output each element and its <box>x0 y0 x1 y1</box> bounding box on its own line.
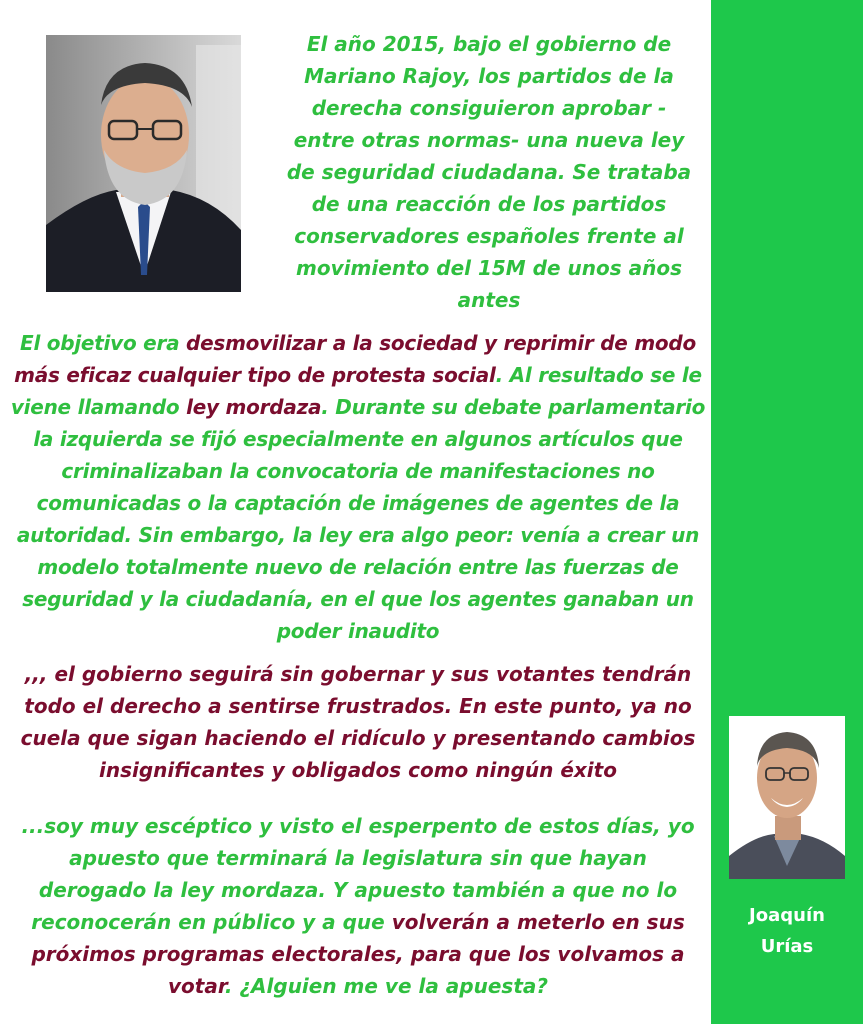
p3-text-2: . ¿Alguien me ve la apuesta? <box>224 974 548 998</box>
paragraph-apuesta <box>12 810 704 1002</box>
p3-highlight: volverán a meterlo en sus próximos programas electorales, para que los volvamos a votar <box>31 910 685 998</box>
intro-paragraph: El año 2015, bajo el gobierno de Mariano Rajoy, los partidos de la derecha consiguieron aprobar -entre otras normas- una nueva ley de seguridad ciudadana. Se trataba de una reacción de los partidos conservadores españoles frente al movimiento del 15M de unos años antes <box>286 32 692 312</box>
author-name <box>711 900 863 962</box>
p1-highlight-2: ley mordaza <box>186 395 322 419</box>
paragraph-ley-mordaza <box>8 327 708 647</box>
p1-text-1: El objetivo era <box>20 331 187 355</box>
p3-text-1: ...soy muy escéptico y visto el esperpento de estos días, yo apuesto que terminará la legislatura sin que hayan derogado la ley mordaza. Y apuesto también a que no lo reconocerán en público y a que <box>21 814 695 934</box>
politician-photo <box>46 35 241 292</box>
author-last-name: Urías <box>760 936 814 957</box>
p1-text-3: . Durante su debate parlamentario la izquierda se fijó especialmente en algunos artículos que criminalizaban la convocatoria de manifestaciones no comunicadas o la captación de imágenes de agentes de la autoridad. Sin embargo, la ley era algo peor: venía a crear un modelo totalmente nuevo de relación entre las fuerzas de seguridad y la ciudadanía, en el que los agentes ganaban un poder inaudito <box>16 395 706 643</box>
p1-text-2: . Al resultado se le viene llamando <box>10 363 702 419</box>
author-first-name: Joaquín <box>749 905 825 926</box>
p1-highlight-1: desmovilizar a la sociedad y reprimir de modo más eficaz cualquier tipo de protesta social <box>14 331 696 387</box>
paragraph-gobierno: ,,, el gobierno seguirá sin gobernar y sus votantes tendrán todo el derecho a sentirse frustrados. En este punto, ya no cuela que sigan haciendo el ridículo y presentando cambios insignificantes y obligados como ningún éxito <box>20 662 696 782</box>
author-photo <box>729 716 845 879</box>
